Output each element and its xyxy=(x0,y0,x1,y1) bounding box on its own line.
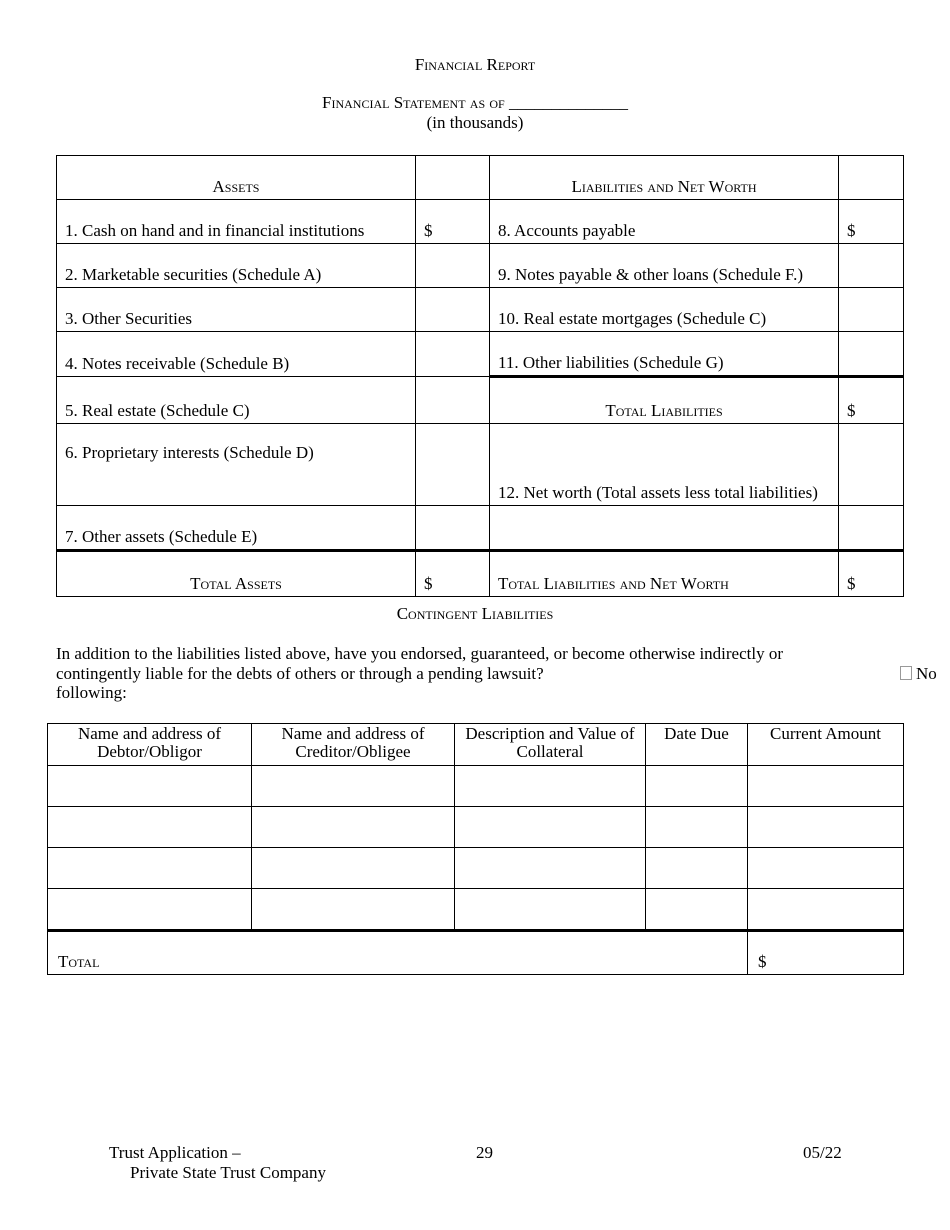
no-label: No xyxy=(916,664,937,683)
liability-label xyxy=(490,506,839,551)
column-header: Name and address of Debtor/Obligor xyxy=(48,724,252,766)
asset-amount-field[interactable] xyxy=(416,377,490,424)
input-cell[interactable] xyxy=(455,889,646,931)
assets-amount-header xyxy=(416,156,490,200)
input-cell[interactable] xyxy=(646,807,748,848)
asset-label: 4. Notes receivable (Schedule B) xyxy=(57,332,416,377)
asset-amount-field[interactable] xyxy=(416,424,490,506)
asset-amount-field[interactable] xyxy=(416,506,490,551)
liabilities-amount-header xyxy=(839,156,904,200)
liability-amount-field[interactable] xyxy=(839,332,904,377)
table-header-row xyxy=(57,156,904,200)
input-cell[interactable] xyxy=(748,889,904,931)
footer-date: 05/22 xyxy=(803,1143,842,1162)
input-cell[interactable] xyxy=(48,766,252,807)
table-row xyxy=(57,200,904,244)
input-cell[interactable] xyxy=(748,848,904,889)
contingent-liabilities-table xyxy=(47,723,904,975)
statement-subtitle xyxy=(0,93,950,133)
liabilities-heading: Liabilities and Net Worth xyxy=(490,156,839,200)
total-liabilities-net-worth-amount[interactable]: $ xyxy=(839,551,904,597)
asset-amount-field[interactable] xyxy=(416,288,490,332)
liability-label: 9. Notes payable & other loans (Schedule F.) xyxy=(490,244,839,288)
total-liabilities-net-worth-label: Total Liabilities and Net Worth xyxy=(490,551,839,597)
column-header: Date Due xyxy=(646,724,748,766)
liability-amount-field[interactable] xyxy=(839,506,904,551)
table-row xyxy=(48,807,904,848)
input-cell[interactable] xyxy=(48,848,252,889)
liability-label: 11. Other liabilities (Schedule G) xyxy=(490,332,839,377)
no-checkbox-option[interactable] xyxy=(900,664,937,684)
net-worth-amount-field[interactable] xyxy=(839,424,904,506)
input-cell[interactable] xyxy=(646,848,748,889)
input-cell[interactable] xyxy=(48,807,252,848)
footer-line: Private State Trust Company xyxy=(130,1163,326,1182)
statement-label: Financial Statement as of xyxy=(322,93,505,112)
input-cell[interactable] xyxy=(252,889,455,931)
input-cell[interactable] xyxy=(455,807,646,848)
contingent-liabilities-title: Contingent Liabilities xyxy=(396,604,554,623)
total-assets-amount[interactable]: $ xyxy=(416,551,490,597)
question-line: contingently liable for the debts of others or through a pending lawsuit? xyxy=(56,663,544,683)
input-cell[interactable] xyxy=(646,766,748,807)
table-row xyxy=(48,889,904,931)
input-cell[interactable] xyxy=(252,766,455,807)
asset-label: 7. Other assets (Schedule E) xyxy=(57,506,416,551)
totals-row xyxy=(57,551,904,597)
totals-row xyxy=(48,931,904,975)
liability-label: 8. Accounts payable xyxy=(490,200,839,244)
asset-label: 2. Marketable securities (Schedule A) xyxy=(57,244,416,288)
input-cell[interactable] xyxy=(48,889,252,931)
input-cell[interactable] xyxy=(455,766,646,807)
asset-label: 6. Proprietary interests (Schedule D) xyxy=(57,424,416,506)
asset-label: 3. Other Securities xyxy=(57,288,416,332)
table-row xyxy=(57,377,904,424)
question-line: following: xyxy=(56,683,127,702)
input-cell[interactable] xyxy=(646,889,748,931)
net-worth-label: 12. Net worth (Total assets less total liabilities) xyxy=(490,424,839,506)
table-row xyxy=(57,424,904,506)
assets-heading: Assets xyxy=(57,156,416,200)
financial-statement-table xyxy=(56,155,904,597)
liability-amount-field[interactable]: $ xyxy=(839,200,904,244)
report-title: Financial Report xyxy=(414,55,536,74)
input-cell[interactable] xyxy=(748,807,904,848)
column-header: Current Amount xyxy=(748,724,904,766)
question-line: In addition to the liabilities listed above, have you endorsed, guaranteed, or become otherwise indirectly or xyxy=(56,644,783,663)
statement-date-field[interactable]: ______________ xyxy=(508,93,628,112)
asset-amount-field[interactable] xyxy=(416,332,490,377)
input-cell[interactable] xyxy=(455,848,646,889)
units-note: (in thousands) xyxy=(426,113,524,132)
footer-line: Trust Application – xyxy=(109,1143,241,1162)
table-row xyxy=(48,848,904,889)
column-header: Name and address of Creditor/Obligee xyxy=(252,724,455,766)
page-number: 29 xyxy=(476,1143,493,1162)
asset-label: 1. Cash on hand and in financial institutions xyxy=(57,200,416,244)
table-row xyxy=(57,244,904,288)
liability-label: 10. Real estate mortgages (Schedule C) xyxy=(490,288,839,332)
input-cell[interactable] xyxy=(252,807,455,848)
footer-document-name xyxy=(109,1143,326,1183)
table-row xyxy=(57,332,904,377)
asset-amount-field[interactable] xyxy=(416,244,490,288)
total-label: Total xyxy=(48,931,748,975)
total-assets-label: Total Assets xyxy=(57,551,416,597)
contingent-question xyxy=(56,644,851,703)
table-row xyxy=(57,506,904,551)
input-cell[interactable] xyxy=(252,848,455,889)
checkbox-icon[interactable] xyxy=(900,666,912,680)
table-header-row xyxy=(48,724,904,766)
liability-amount-field[interactable] xyxy=(839,244,904,288)
asset-amount-field[interactable]: $ xyxy=(416,200,490,244)
total-amount-field[interactable]: $ xyxy=(748,931,904,975)
total-liabilities-label: Total Liabilities xyxy=(490,377,839,424)
table-row xyxy=(57,288,904,332)
liability-amount-field[interactable] xyxy=(839,288,904,332)
total-liabilities-amount[interactable]: $ xyxy=(839,377,904,424)
asset-label: 5. Real estate (Schedule C) xyxy=(57,377,416,424)
input-cell[interactable] xyxy=(748,766,904,807)
table-row xyxy=(48,766,904,807)
column-header: Description and Value of Collateral xyxy=(455,724,646,766)
